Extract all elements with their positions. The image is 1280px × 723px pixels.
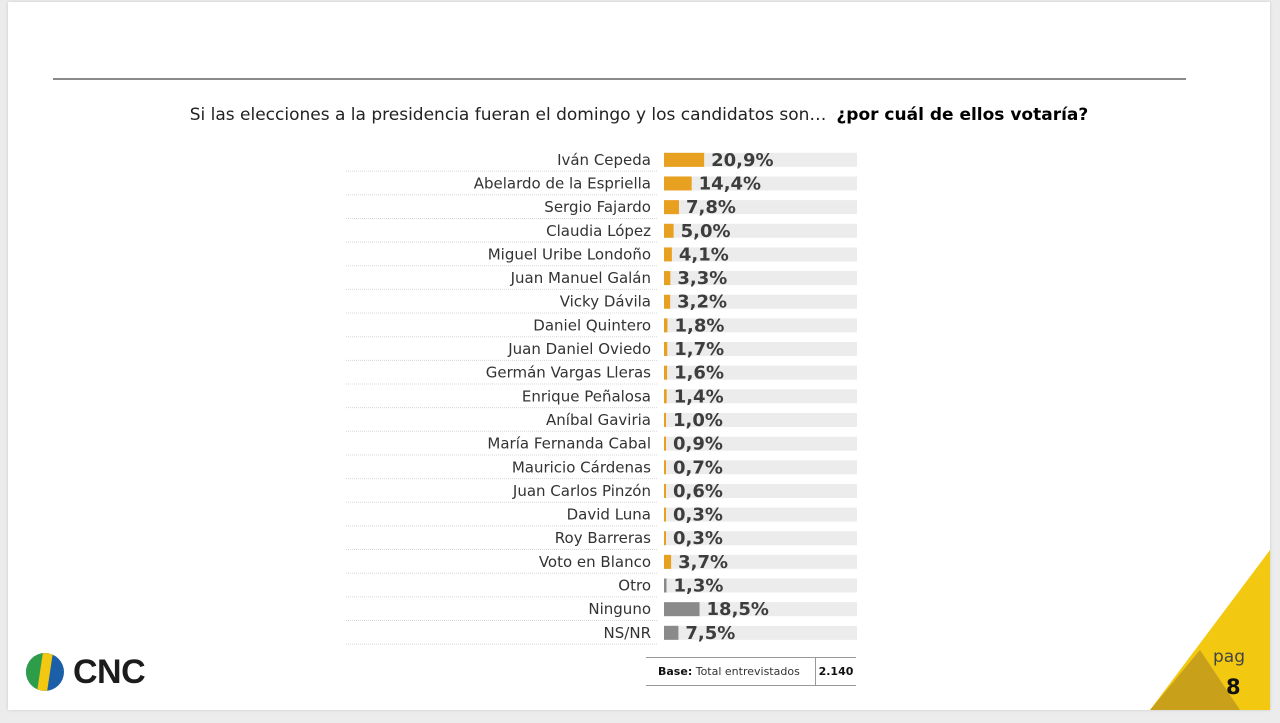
- value-label: 0,9%: [673, 433, 723, 455]
- base-label: Base:: [658, 665, 693, 678]
- value-label: 0,3%: [673, 504, 723, 526]
- value-label: 1,7%: [674, 339, 725, 361]
- bar: [664, 318, 667, 332]
- bar: [664, 484, 666, 498]
- category-label: David Luna: [566, 505, 651, 524]
- value-label: 3,2%: [677, 291, 728, 313]
- cnc-logo-icon: [25, 652, 65, 692]
- bar: [664, 626, 678, 640]
- value-label: 14,4%: [698, 173, 762, 195]
- base-description: Total entrevistados: [695, 665, 800, 678]
- value-label: 0,6%: [673, 480, 723, 502]
- value-label: 20,9%: [711, 149, 774, 171]
- value-label: 4,1%: [678, 244, 729, 266]
- category-label: Daniel Quintero: [533, 316, 651, 335]
- category-label: Juan Carlos Pinzón: [512, 481, 651, 500]
- category-label: Miguel Uribe Londoño: [487, 245, 651, 264]
- category-label: Ninguno: [588, 600, 651, 619]
- cnc-logo: [25, 652, 145, 692]
- value-label: 5,0%: [680, 220, 731, 242]
- bar: [664, 200, 679, 214]
- corner-triangle: [1150, 550, 1270, 710]
- value-label: 1,8%: [674, 315, 725, 337]
- bar: [664, 247, 672, 261]
- bar: [664, 555, 671, 569]
- category-label: Mauricio Cárdenas: [511, 458, 651, 477]
- bar: [664, 224, 674, 238]
- category-label: Roy Barreras: [554, 529, 651, 548]
- category-label: Enrique Peñalosa: [521, 387, 651, 406]
- category-label: Otro: [618, 576, 651, 595]
- value-label: 1,4%: [673, 386, 724, 408]
- base-box: [646, 657, 856, 686]
- category-label: Claudia López: [546, 221, 651, 240]
- logo-text: CNC: [73, 652, 146, 691]
- page-label: pag: [1213, 647, 1245, 667]
- bar: [664, 153, 704, 167]
- bar: [664, 531, 666, 545]
- value-label: 18,5%: [706, 599, 769, 621]
- value-label: 1,3%: [673, 575, 724, 597]
- bar: [664, 508, 666, 522]
- bar-chart: [8, 2, 1270, 710]
- category-label: Sergio Fajardo: [544, 198, 651, 217]
- bar: [664, 271, 670, 285]
- category-label: Juan Daniel Oviedo: [508, 340, 651, 359]
- base-value: 2.140: [815, 658, 856, 685]
- category-label: Vicky Dávila: [559, 292, 651, 311]
- bar: [664, 342, 667, 356]
- category-label: Abelardo de la Espriella: [473, 174, 651, 193]
- category-label: Aníbal Gaviria: [546, 410, 651, 429]
- value-label: 3,7%: [678, 551, 729, 573]
- base-text: [646, 665, 815, 678]
- question-prefix: Si las elecciones a la presidencia fueran el domingo y los candidatos son…: [189, 105, 827, 125]
- value-label: 0,3%: [673, 528, 723, 550]
- value-label: 1,6%: [674, 362, 724, 384]
- bar: [664, 176, 692, 190]
- bar: [664, 460, 666, 474]
- value-label: 7,8%: [685, 197, 736, 219]
- slide: [8, 2, 1270, 710]
- bar: [664, 366, 667, 380]
- category-label: Germán Vargas Lleras: [485, 363, 651, 382]
- value-label: 3,3%: [677, 268, 728, 290]
- bar: [664, 602, 700, 616]
- value-label: 7,5%: [685, 622, 736, 644]
- question-emphasis: ¿por cuál de ellos votaría?: [836, 105, 1089, 125]
- category-label: Juan Manuel Galán: [510, 269, 651, 288]
- bar: [664, 413, 666, 427]
- page-number: 8: [1226, 675, 1241, 699]
- category-label: Iván Cepeda: [557, 150, 651, 169]
- bar: [664, 295, 670, 309]
- bar: [664, 579, 666, 593]
- category-label: Voto en Blanco: [538, 552, 651, 571]
- bar: [664, 389, 667, 403]
- category-label: María Fernanda Cabal: [487, 434, 651, 453]
- value-label: 0,7%: [673, 457, 723, 479]
- value-label: 1,0%: [673, 409, 723, 431]
- category-label: NS/NR: [603, 623, 651, 642]
- bar: [664, 437, 666, 451]
